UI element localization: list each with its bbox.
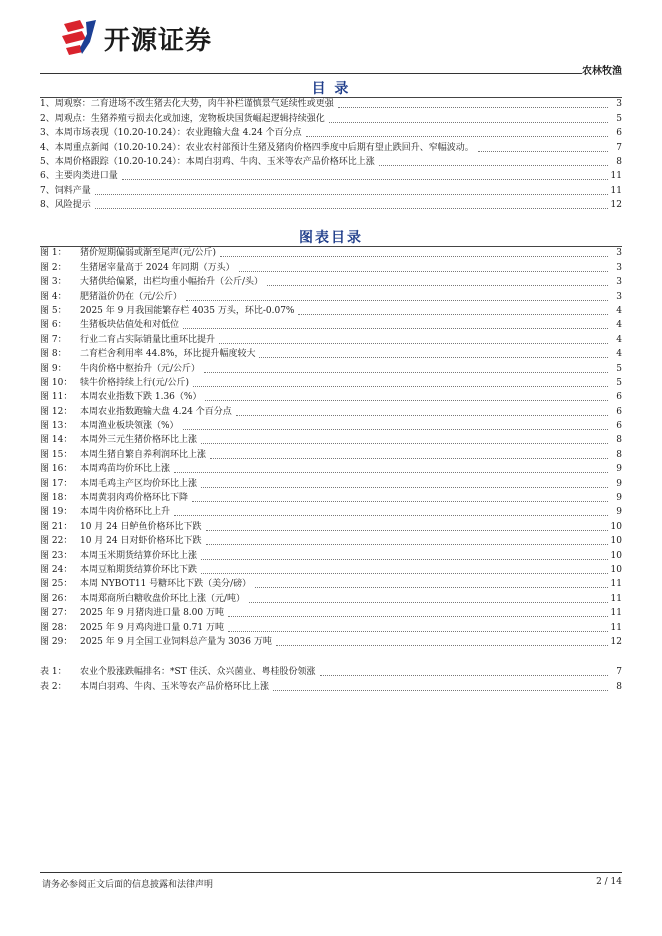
figure-entry-number: 图 24： — [40, 564, 73, 575]
figure-entry-number: 图 9： — [40, 363, 67, 374]
toc-entry-number: 4、 — [40, 142, 55, 153]
figure-entry-number: 图 3： — [40, 277, 67, 288]
figure-entry-text: 生猪屠宰量高于 2024 年同期（万头） — [80, 262, 235, 273]
figure-entry-text: 2025 年 9 月鸡肉进口量 0.71 万吨 — [80, 622, 224, 633]
figure-entry[interactable] — [40, 303, 622, 317]
figure-entry-text: 本周鸡苗均价环比上涨 — [80, 464, 171, 475]
figure-entry-page: 10 — [610, 564, 622, 575]
figure-entry[interactable] — [40, 590, 622, 604]
figure-entry[interactable] — [40, 274, 622, 288]
toc-entry[interactable] — [40, 154, 622, 168]
figure-entry-page: 8 — [616, 435, 622, 446]
figure-entry-text: 本周农业指数跑输大盘 4.24 个百分点 — [80, 406, 232, 417]
toc-entry[interactable] — [40, 110, 622, 124]
figure-entry[interactable] — [40, 375, 622, 389]
toc-entry-page: 6 — [616, 128, 622, 139]
figure-entry[interactable] — [40, 317, 622, 331]
dot-leader — [306, 136, 608, 137]
figure-entry-page: 4 — [616, 349, 622, 360]
dot-leader — [95, 208, 608, 209]
figure-entry-page: 11 — [610, 593, 622, 604]
figure-entry-text: 2025 年 9 月全国工业饲料总产量为 3036 万吨 — [80, 636, 272, 647]
dot-leader — [122, 179, 608, 180]
figure-entry-page: 10 — [610, 521, 622, 532]
page-number: 2 / 14 — [596, 877, 622, 887]
dot-leader — [273, 690, 608, 691]
figure-entry-page: 4 — [616, 320, 622, 331]
toc-entry-number: 1、 — [40, 99, 55, 110]
toc-entry-text: 周观察：二育进场不改生猪去化大势，肉牛补栏谨慎景气延续性或更强 — [54, 99, 334, 110]
figure-entry-number: 图 8： — [40, 349, 67, 360]
figure-entry-page: 8 — [616, 449, 622, 460]
figure-entry-number: 图 2： — [40, 262, 67, 273]
toc-entry-page: 11 — [610, 185, 622, 196]
figure-entry-number: 图 25： — [40, 579, 73, 590]
figure-entry-text: 本周外三元生猪价格环比上涨 — [80, 435, 198, 446]
footer-rule — [40, 872, 622, 873]
figure-entry-text: 本周黄羽肉鸡价格环比下降 — [80, 493, 189, 504]
figure-entry-number: 图 5： — [40, 305, 67, 316]
dot-leader — [95, 194, 608, 195]
toc-entry-page: 8 — [616, 156, 622, 167]
table-entry-number: 表 2： — [40, 681, 67, 692]
figure-entry-text: 2025 年 9 月我国能繁存栏 4035 万头，环比-0.07% — [80, 305, 295, 316]
figure-entry-text: 二育栏舍利用率 44.8%，环比提升幅度较大 — [80, 349, 256, 360]
figure-entry-text: 大猪供给偏紧，出栏均重小幅抬升（公斤/头） — [80, 277, 264, 288]
table-entry-page: 7 — [616, 667, 622, 678]
dot-leader — [338, 107, 608, 108]
company-logo — [60, 18, 212, 58]
dot-leader — [329, 122, 608, 123]
dot-leader — [183, 429, 608, 430]
toc-entry-text: 本周市场表现（10.20-10.24）：农业跑输大盘 4.24 个百分点 — [54, 128, 302, 139]
dot-leader — [204, 372, 608, 373]
page-header — [40, 0, 622, 77]
figure-entry-number: 图 13： — [40, 421, 73, 432]
dot-leader — [201, 487, 608, 488]
tables-list — [40, 664, 622, 693]
figures-title: 图表目录 — [299, 230, 363, 246]
footer-disclaimer: 请务必参阅正文后面的信息披露和法律声明 — [42, 880, 214, 890]
figure-entry[interactable] — [40, 245, 622, 259]
toc-entry-number: 2、 — [40, 113, 55, 124]
figure-entry-text: 2025 年 9 月猪肉进口量 8.00 万吨 — [80, 608, 224, 619]
figure-entry-page: 6 — [616, 392, 622, 403]
dot-leader — [186, 300, 608, 301]
figure-entry[interactable] — [40, 605, 622, 619]
toc-entry-page: 7 — [616, 142, 622, 153]
figure-entry-text: 生猪板块估值处和对低位 — [80, 320, 180, 331]
figure-entry[interactable] — [40, 389, 622, 403]
table-entry[interactable] — [40, 664, 622, 678]
figure-entry-number: 图 11： — [40, 392, 73, 403]
toc-entry[interactable] — [40, 182, 622, 196]
figure-entry-page: 11 — [610, 608, 622, 619]
figure-entry-text: 10 月 24 日对虾价格环比下跌 — [80, 536, 202, 547]
figure-entry-number: 图 4： — [40, 291, 67, 302]
figure-entry[interactable] — [40, 576, 622, 590]
brand-name: 开源证券 — [104, 25, 213, 56]
toc-entry[interactable] — [40, 168, 622, 182]
figure-entry[interactable] — [40, 331, 622, 345]
dot-leader — [201, 573, 608, 574]
figure-entry-number: 图 27： — [40, 608, 73, 619]
dot-leader — [174, 472, 608, 473]
figure-entry-text: 本周渔业板块领涨（%） — [80, 421, 179, 432]
figure-entry-page: 11 — [610, 579, 622, 590]
figure-entry-page: 3 — [616, 277, 622, 288]
figure-entry-page: 10 — [610, 550, 622, 561]
table-entry-text: 本周白羽鸡、牛肉、玉米等农产品价格环比上涨 — [80, 681, 270, 692]
figure-entry-text: 本周郑商所白糖收盘价环比上涨（元/吨） — [80, 593, 246, 604]
figure-entry[interactable] — [40, 619, 622, 633]
figure-entry-number: 图 23： — [40, 550, 73, 561]
toc-entry[interactable] — [40, 139, 622, 153]
dot-leader — [205, 400, 608, 401]
figure-entry[interactable] — [40, 533, 622, 547]
dot-leader — [379, 165, 608, 166]
figure-entry[interactable] — [40, 259, 622, 273]
figure-entry-number: 图 1： — [40, 248, 67, 259]
figure-entry-number: 图 29： — [40, 636, 73, 647]
figure-entry-number: 图 21： — [40, 521, 73, 532]
figure-entry-page: 4 — [616, 305, 622, 316]
figure-entry-page: 9 — [616, 478, 622, 489]
figure-entry-text: 本周玉米期货结算价环比上涨 — [80, 550, 198, 561]
figure-entry-page: 12 — [610, 636, 622, 647]
dot-leader — [201, 559, 608, 560]
toc-entry-number: 3、 — [40, 128, 55, 139]
figure-entry-page: 4 — [616, 334, 622, 345]
figure-entry-number: 图 22： — [40, 536, 73, 547]
figure-entry-text: 本周农业指数下跌 1.36（%） — [80, 392, 202, 403]
figure-entry-text: 本周豆粕期货结算价环比下跌 — [80, 564, 198, 575]
figure-entry-page: 5 — [616, 377, 622, 388]
dot-leader — [276, 645, 608, 646]
toc-entry-text: 饲料产量 — [54, 185, 91, 196]
toc-entry-number: 6、 — [40, 171, 55, 182]
toc-entry-page: 5 — [616, 113, 622, 124]
figure-entry-page: 5 — [616, 363, 622, 374]
figure-entry-page: 9 — [616, 507, 622, 518]
dot-leader — [259, 357, 608, 358]
figure-entry[interactable] — [40, 418, 622, 432]
toc-entry-text: 主要肉类进口量 — [54, 171, 118, 182]
figure-entry-page: 9 — [616, 464, 622, 475]
logo-mark-icon — [60, 18, 98, 58]
dot-leader — [478, 151, 608, 152]
figure-entry[interactable] — [40, 360, 622, 374]
dot-leader — [206, 530, 609, 531]
toc-entry[interactable] — [40, 125, 622, 139]
toc-entry[interactable] — [40, 96, 622, 110]
figure-entry-number: 图 6： — [40, 320, 67, 331]
toc-title: 目 录 — [311, 81, 351, 97]
figure-entry-text: 本周毛鸡主产区均价环比上涨 — [80, 478, 198, 489]
toc-entry-number: 5、 — [40, 156, 55, 167]
dot-leader — [210, 458, 608, 459]
figure-entry-number: 图 28： — [40, 622, 73, 633]
figures-list — [40, 245, 622, 648]
figure-entry-page: 9 — [616, 493, 622, 504]
figure-entry-number: 图 12： — [40, 406, 73, 417]
dot-leader — [255, 587, 608, 588]
figure-entry-number: 图 7： — [40, 334, 67, 345]
dot-leader — [174, 515, 608, 516]
dot-leader — [193, 386, 608, 387]
figure-entry-number: 图 26： — [40, 593, 73, 604]
figure-entry-page: 3 — [616, 248, 622, 259]
figure-entry-text: 10 月 24 日鲈鱼价格环比下跌 — [80, 521, 202, 532]
dot-leader — [236, 415, 608, 416]
figure-entry-number: 图 19： — [40, 507, 73, 518]
figure-entry[interactable] — [40, 346, 622, 360]
figure-entry[interactable] — [40, 504, 622, 518]
dot-leader — [183, 328, 608, 329]
toc-entry-text: 本周重点新闻（10.20-10.24）：农业农村部预计生猪及猪肉价格四季度中后期有望止跌回升、窄幅波动。 — [54, 142, 474, 153]
figure-entry-page: 6 — [616, 406, 622, 417]
toc-entry-number: 7、 — [40, 185, 55, 196]
toc-entry-text: 本周价格跟踪（10.20-10.24）：本周白羽鸡、牛肉、玉米等农产品价格环比上涨 — [54, 156, 375, 167]
dot-leader — [206, 544, 609, 545]
figure-entry-page: 6 — [616, 421, 622, 432]
industry-tag: 农林牧渔 — [582, 62, 622, 77]
dot-leader — [320, 675, 608, 676]
figure-entry[interactable] — [40, 432, 622, 446]
toc-entry-text: 风险提示 — [54, 200, 91, 211]
figure-entry-text: 本周牛肉价格环比上升 — [80, 507, 171, 518]
toc-entry-text: 周观点：生猪养殖亏损去化或加速，宠物板块国货崛起逻辑持续强化 — [54, 113, 325, 124]
dot-leader — [219, 343, 608, 344]
figure-entry[interactable] — [40, 475, 622, 489]
figure-entry-text: 肥猪溢价仍在（元/公斤） — [80, 291, 183, 302]
dot-leader — [228, 616, 608, 617]
toc-entry-page: 12 — [610, 200, 622, 211]
figure-entry-page: 11 — [610, 622, 622, 633]
figure-entry-page: 3 — [616, 262, 622, 273]
figure-entry-text: 本周 NYBOT11 号糖环比下跌（美分/磅） — [80, 579, 252, 590]
dot-leader — [267, 285, 608, 286]
toc-list — [40, 96, 622, 211]
dot-leader — [298, 314, 608, 315]
dot-leader — [201, 443, 608, 444]
table-entry-page: 8 — [616, 681, 622, 692]
dot-leader — [220, 256, 608, 257]
toc-entry[interactable] — [40, 197, 622, 211]
figure-entry[interactable] — [40, 562, 622, 576]
figure-entry[interactable] — [40, 518, 622, 532]
figure-entry[interactable] — [40, 634, 622, 648]
figure-entry-number: 图 15： — [40, 449, 73, 460]
figure-entry-text: 牛肉价格中枢抬升（元/公斤） — [80, 363, 201, 374]
dot-leader — [249, 602, 608, 603]
figure-entry[interactable] — [40, 547, 622, 561]
figure-entry-number: 图 14： — [40, 435, 73, 446]
figure-entry-text: 本周生猪自繁自养利润环比上涨 — [80, 449, 207, 460]
figure-entry-text: 犊牛价格持续上行(元/公斤) — [80, 377, 190, 388]
toc-entry-page: 11 — [610, 171, 622, 182]
toc-entry-page: 3 — [616, 99, 622, 110]
figure-entry-text: 猪价短期偏弱或渐至尾声(元/公斤) — [80, 248, 217, 259]
dot-leader — [228, 631, 608, 632]
figure-entry[interactable] — [40, 446, 622, 460]
toc-entry-number: 8、 — [40, 200, 55, 211]
figure-entry[interactable] — [40, 288, 622, 302]
figure-entry-number: 图 16： — [40, 464, 73, 475]
figure-entry-page: 3 — [616, 291, 622, 302]
figure-entry[interactable] — [40, 403, 622, 417]
figure-entry-text: 行业二育占实际销量比重环比提升 — [80, 334, 216, 345]
figure-entry-number: 图 18： — [40, 493, 73, 504]
table-entry[interactable] — [40, 678, 622, 692]
dot-leader — [239, 271, 608, 272]
figure-entry-number: 图 10： — [40, 377, 73, 388]
header-rule — [40, 73, 622, 74]
table-entry-number: 表 1： — [40, 667, 67, 678]
figure-entry[interactable] — [40, 461, 622, 475]
figure-entry-number: 图 17： — [40, 478, 73, 489]
dot-leader — [192, 501, 608, 502]
figure-entry-page: 10 — [610, 536, 622, 547]
figure-entry[interactable] — [40, 490, 622, 504]
table-entry-text: 农业个股涨跌幅排名：*ST 佳沃、众兴菌业、粤桂股份领涨 — [80, 667, 316, 678]
